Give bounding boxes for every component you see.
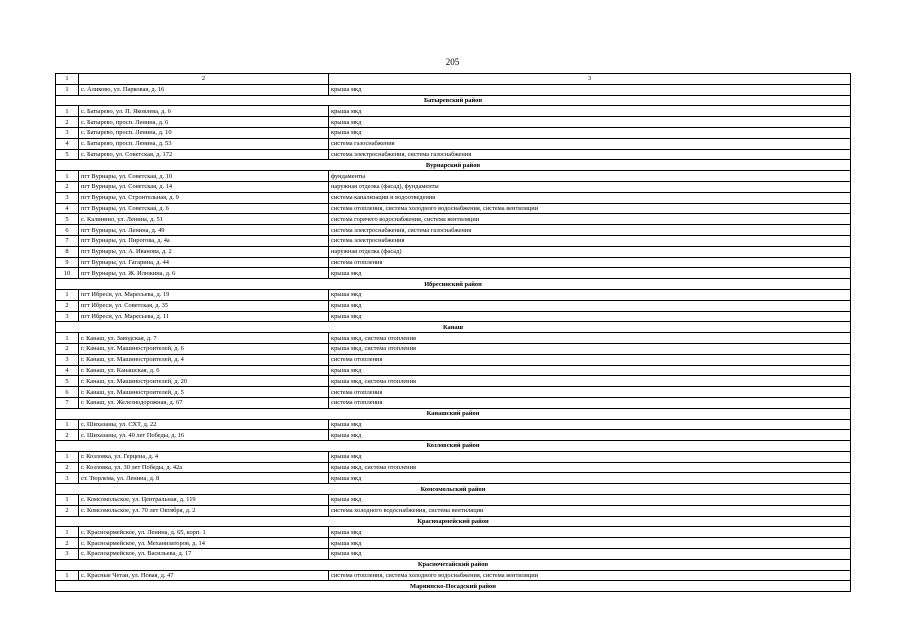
work-type-cell: крыша мкд [329,365,851,376]
section-title: Канаш [56,322,851,333]
row-number: 3 [56,354,79,365]
row-number: 2 [56,538,79,549]
row-number: 1 [56,570,79,581]
section-row [56,95,851,106]
work-type-cell: система отопления [329,354,851,365]
row-number: 6 [56,387,79,398]
column-header-3: 3 [329,74,851,85]
table-row [56,181,851,192]
address-cell: пгт Ибреси, ул. Советская, д. 35 [79,300,329,311]
row-number: 2 [56,505,79,516]
table-row [56,300,851,311]
table-row [56,117,851,128]
section-title: Козловский район [56,441,851,452]
row-number: 1 [56,106,79,117]
row-number: 2 [56,117,79,128]
table-row [56,84,851,95]
table-row [56,106,851,117]
table-row [56,570,851,581]
work-type-cell: крыша мкд [329,451,851,462]
work-type-cell: система горячего водоснабжения, система вентиляции [329,214,851,225]
row-number: 1 [56,333,79,344]
address-cell: с. Шихазаны, ул. СХТ, д. 22 [79,419,329,430]
work-type-cell: крыша мкд [329,311,851,322]
row-number: 3 [56,473,79,484]
table-body [56,74,851,592]
row-number: 7 [56,397,79,408]
row-number: 3 [56,192,79,203]
row-number: 2 [56,430,79,441]
address-cell: пгт Вурнары, ул. Советская, д. 14 [79,181,329,192]
row-number: 4 [56,203,79,214]
table-row [56,333,851,344]
section-row [56,279,851,290]
work-type-cell: система отопления, система холодного водоснабжения, система вентиляции [329,203,851,214]
row-number: 6 [56,225,79,236]
table-row [56,376,851,387]
work-type-cell: крыша мкд [329,430,851,441]
section-row [56,581,851,592]
work-type-cell: крыша мкд, система отопления [329,376,851,387]
table-row [56,203,851,214]
table-row [56,387,851,398]
address-cell: г. Канаш, ул. Машиностроителей, д. 20 [79,376,329,387]
section-row [56,408,851,419]
work-type-cell: наружная отделка (фасад), фундаменты [329,181,851,192]
row-number: 2 [56,300,79,311]
address-cell: пгт Вурнары, ул. Ленина, д. 49 [79,225,329,236]
table-row [56,171,851,182]
table-row [56,149,851,160]
row-number: 1 [56,527,79,538]
address-cell: пгт Вурнары, ул. Советская, д. 10 [79,171,329,182]
row-number: 1 [56,451,79,462]
work-type-cell: система газоснабжения [329,138,851,149]
row-number: 9 [56,257,79,268]
section-row [56,322,851,333]
row-number: 4 [56,138,79,149]
row-number: 2 [56,462,79,473]
work-type-cell: крыша мкд [329,289,851,300]
work-type-cell: крыша мкд [329,419,851,430]
work-type-cell: система отопления [329,257,851,268]
address-cell: г. Канаш, ул. Заводская, д. 7 [79,333,329,344]
section-title: Красноармейский район [56,516,851,527]
work-type-cell: крыша мкд [329,538,851,549]
work-type-cell: крыша мкд [329,473,851,484]
column-header-1: 1 [56,74,79,85]
table-row [56,214,851,225]
address-cell: с. Шихазаны, ул. 40 лет Победы, д. 16 [79,430,329,441]
address-cell: г. Канаш, ул. Канашская, д. 6 [79,365,329,376]
address-cell: с. Батырево, просп. Ленина, д. 53 [79,138,329,149]
row-number: 5 [56,376,79,387]
work-type-cell: фундаменты [329,171,851,182]
address-cell: с. Батырево, ул. Советская, д. 172 [79,149,329,160]
work-type-cell: крыша мкд [329,106,851,117]
address-cell: с. Комсомольское, ул. 70 лет Октября, д. 2 [79,505,329,516]
work-type-cell: крыша мкд [329,549,851,560]
work-type-cell: крыша мкд [329,127,851,138]
address-cell: г. Канаш, ул. Машиностроителей, д. 4 [79,354,329,365]
header-row [56,74,851,85]
table-row [56,225,851,236]
address-cell: г. Канаш, ул. Машиностроителей, д. 6 [79,343,329,354]
address-cell: г. Канаш, ул. Железнодорожная, д. 67 [79,397,329,408]
section-title: Комсомольский район [56,484,851,495]
address-cell: пгт Вурнары, ул. Гагарина, д. 44 [79,257,329,268]
row-number: 1 [56,495,79,506]
section-title: Вурнарский район [56,160,851,171]
row-number: 4 [56,365,79,376]
page-number: 205 [445,57,460,67]
work-type-cell: система электроснабжения, система газоснабжения [329,149,851,160]
row-number: 3 [56,549,79,560]
section-title: Красночетайский район [56,559,851,570]
address-cell: ст. Тюрлема, ул. Ленина, д. 8 [79,473,329,484]
table-row [56,192,851,203]
address-cell: пгт Вурнары, ул. Строительная, д. 9 [79,192,329,203]
address-cell: г. Канаш, ул. Машиностроителей, д. 5 [79,387,329,398]
address-cell: пгт Ибреси, ул. Маресьева, д. 11 [79,311,329,322]
table-row [56,235,851,246]
table-row [56,354,851,365]
work-type-cell: система холодного водоснабжения, система вентиляции [329,505,851,516]
row-number: 1 [56,419,79,430]
work-type-cell: система электроснабжения, система газоснабжения [329,225,851,236]
table-row [56,495,851,506]
table-row [56,343,851,354]
section-title: Батыревский район [56,95,851,106]
row-number: 1 [56,171,79,182]
section-title: Мариинско-Посадский район [56,581,851,592]
work-type-cell: крыша мкд, система отопления [329,333,851,344]
row-number: 2 [56,343,79,354]
row-number: 5 [56,149,79,160]
work-type-cell: система отопления, система холодного водоснабжения, система вентиляции [329,570,851,581]
address-cell: пгт Ибреси, ул. Маресьева, д. 19 [79,289,329,300]
address-cell: пгт Вурнары, ул. Пирогова, д. 4а [79,235,329,246]
table-row [56,257,851,268]
address-cell: пгт Вурнары, ул. Ж. Илюкина, д. 6 [79,268,329,279]
address-cell: г. Козловка, ул. Герцена, д. 4 [79,451,329,462]
work-type-cell: крыша мкд [329,495,851,506]
table-row [56,505,851,516]
table-row [56,473,851,484]
table-row [56,311,851,322]
work-type-cell: крыша мкд, система отопления [329,343,851,354]
work-type-cell: крыша мкд [329,527,851,538]
section-row [56,160,851,171]
section-row [56,559,851,570]
work-type-cell: крыша мкд [329,300,851,311]
section-row [56,516,851,527]
table-row [56,527,851,538]
table-row [56,268,851,279]
address-cell: с. Красноармейское, ул. Васильева, д. 17 [79,549,329,560]
work-type-cell: система электроснабжения [329,235,851,246]
table-row [56,462,851,473]
work-type-cell: наружная отделка (фасад) [329,246,851,257]
address-cell: с. Красные Четаи, ул. Новая, д. 47 [79,570,329,581]
section-title: Ибресинский район [56,279,851,290]
section-title: Канашский район [56,408,851,419]
row-number: 10 [56,268,79,279]
row-number: 1 [56,84,79,95]
address-cell: с. Красноармейское, ул. Ленина, д. 65, корп. 1 [79,527,329,538]
table-row [56,246,851,257]
table-row [56,365,851,376]
address-cell: с. Батырево, ул. П. Яковлева, д. 6 [79,106,329,117]
address-cell: с. Батырево, просп. Ленина, д. 6 [79,117,329,128]
table-row [56,138,851,149]
table-row [56,549,851,560]
section-row [56,484,851,495]
address-cell: с. Батырево, просп. Ленина, д. 10 [79,127,329,138]
address-cell: с. Аликово, ул. Парковая, д. 16 [79,84,329,95]
row-number: 8 [56,246,79,257]
section-row [56,441,851,452]
address-cell: пгт Вурнары, ул. А. Иванова, д. 2 [79,246,329,257]
work-type-cell: система канализации и водоотведения [329,192,851,203]
address-cell: с. Калинино, ул. Ленина, д. 51 [79,214,329,225]
row-number: 7 [56,235,79,246]
work-type-cell: крыша мкд, система отопления [329,462,851,473]
table-row [56,397,851,408]
column-header-2: 2 [79,74,329,85]
work-type-cell: система отопления [329,397,851,408]
repair-table [55,73,851,592]
table-row [56,538,851,549]
row-number: 2 [56,181,79,192]
table-row [56,419,851,430]
table-row [56,127,851,138]
address-cell: с. Комсомольское, ул. Центральная, д. 119 [79,495,329,506]
address-cell: с. Красноармейское, ул. Механизаторов, д. 14 [79,538,329,549]
address-cell: г. Козловка, ул. 30 лет Победы, д. 42а [79,462,329,473]
address-cell: пгт Вурнары, ул. Советская, д. 6 [79,203,329,214]
table-row [56,289,851,300]
work-type-cell: крыша мкд [329,84,851,95]
table-row [56,430,851,441]
table-row [56,451,851,462]
row-number: 5 [56,214,79,225]
row-number: 1 [56,289,79,300]
row-number: 3 [56,311,79,322]
work-type-cell: система отопления [329,387,851,398]
row-number: 3 [56,127,79,138]
work-type-cell: крыша мкд [329,117,851,128]
work-type-cell: крыша мкд [329,268,851,279]
